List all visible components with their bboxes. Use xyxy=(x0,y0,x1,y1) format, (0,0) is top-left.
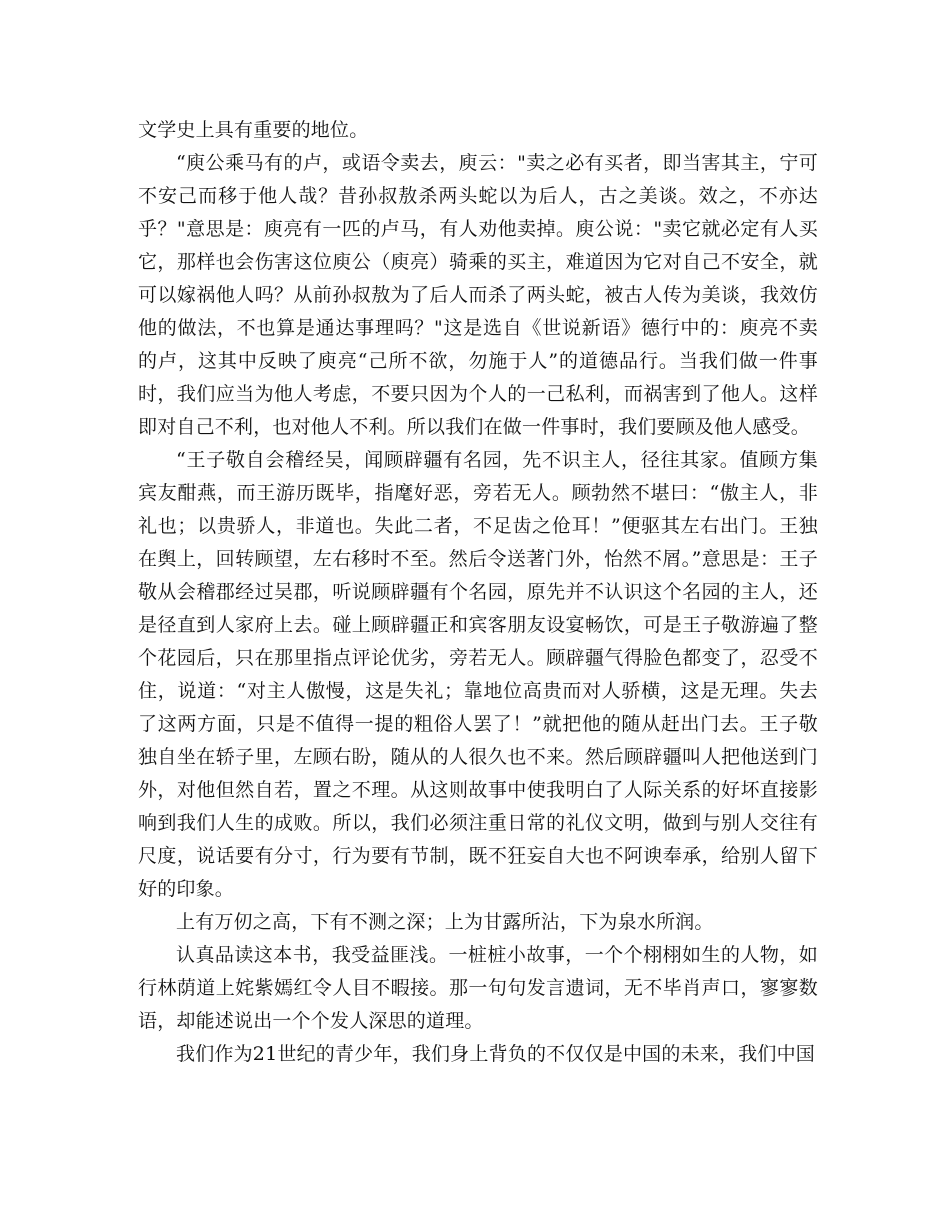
paragraph-5: 认真品读这本书，我受益匪浅。一桩桩小故事，一个个栩栩如生的人物，如行林荫道上姹紫嫣红令人目不暇接。那一句句发言遗词，无不毕肖声口，寥寥数语，却能述说出一个个发人深思的道理。 xyxy=(138,944,818,1032)
paragraph-3: “王子敬自会稽经吴，闻顾辟疆有名园，先不识主人，径往其家。值顾方集宾友酣燕，而王游历既毕，指麾好恶，旁若无人。顾勃然不堪曰：“傲主人，非礼也；以贵骄人，非道也。失此二者，不足齿之伧耳！”便驱其左右出门。王独在舆上，回转顾望，左右移时不至。然后令送著门外，怡然不屑。”意思是：王子敬从会稽郡经过吴郡，听说顾辟疆有个名园，原先并不认识这个名园的主人，还是径直到人家府上去。碰上顾辟疆正和宾客朋友设宴畅饮，可是王子敬游遍了整个花园后，只在那里指点评论优劣，旁若无人。顾辟疆气得脸色都变了，忍受不住，说道：“对主人傲慢，这是失礼；靠地位高贵而对人骄横，这是无理。失去了这两方面，只是不值得一提的粗俗人罢了！”就把他的随从赶出门去。王子敬独自坐在轿子里，左顾右盼，随从的人很久也不来。然后顾辟疆叫人把他送到门外，对他但然自若，置之不理。从这则故事中使我明白了人际关系的好坏直接影响到我们人生的成败。所以，我们必须注重日常的礼仪文明，做到与别人交往有尺度，说话要有分寸，行为要有节制，既不狂妄自大也不阿谀奉承，给别人留下好的印象。 xyxy=(138,449,818,900)
document-body xyxy=(138,114,818,1071)
paragraph-1: 文学史上具有重要的地位。 xyxy=(138,119,369,141)
paragraph-2: “庾公乘马有的卢，或语令卖去，庾云："卖之必有买者，即当害其主，宁可不安己而移于他人哉？昔孙叔敖杀两头蛇以为后人，古之美谈。效之，不亦达乎？"意思是：庾亮有一匹的卢马，有人劝他卖掉。庾公说："卖它就必定有人买它，那样也会伤害这位庾公（庾亮）骑乘的买主，难道因为它对自己不安全，就可以嫁祸他人吗？从前孙叔敖为了后人而杀了两头蛇，被古人传为美谈，我效仿他的做法，不也算是通达事理吗？"这是选自《世说新语》德行中的：庾亮不卖的卢，这其中反映了庾亮“己所不欲，勿施于人”的道德品行。当我们做一件事时，我们应当为他人考虑，不要只因为个人的一己私利，而祸害到了他人。这样即对自己不利，也对他人不利。所以我们在做一件事时，我们要顾及他人感受。 xyxy=(138,152,818,438)
paragraph-6: 我们作为21世纪的青少年，我们身上背负的不仅仅是中国的未来，我们中国 xyxy=(176,1043,815,1065)
paragraph-4: 上有万仞之高，下有不测之深；上为甘露所沾，下为泉水所润。 xyxy=(176,911,714,933)
